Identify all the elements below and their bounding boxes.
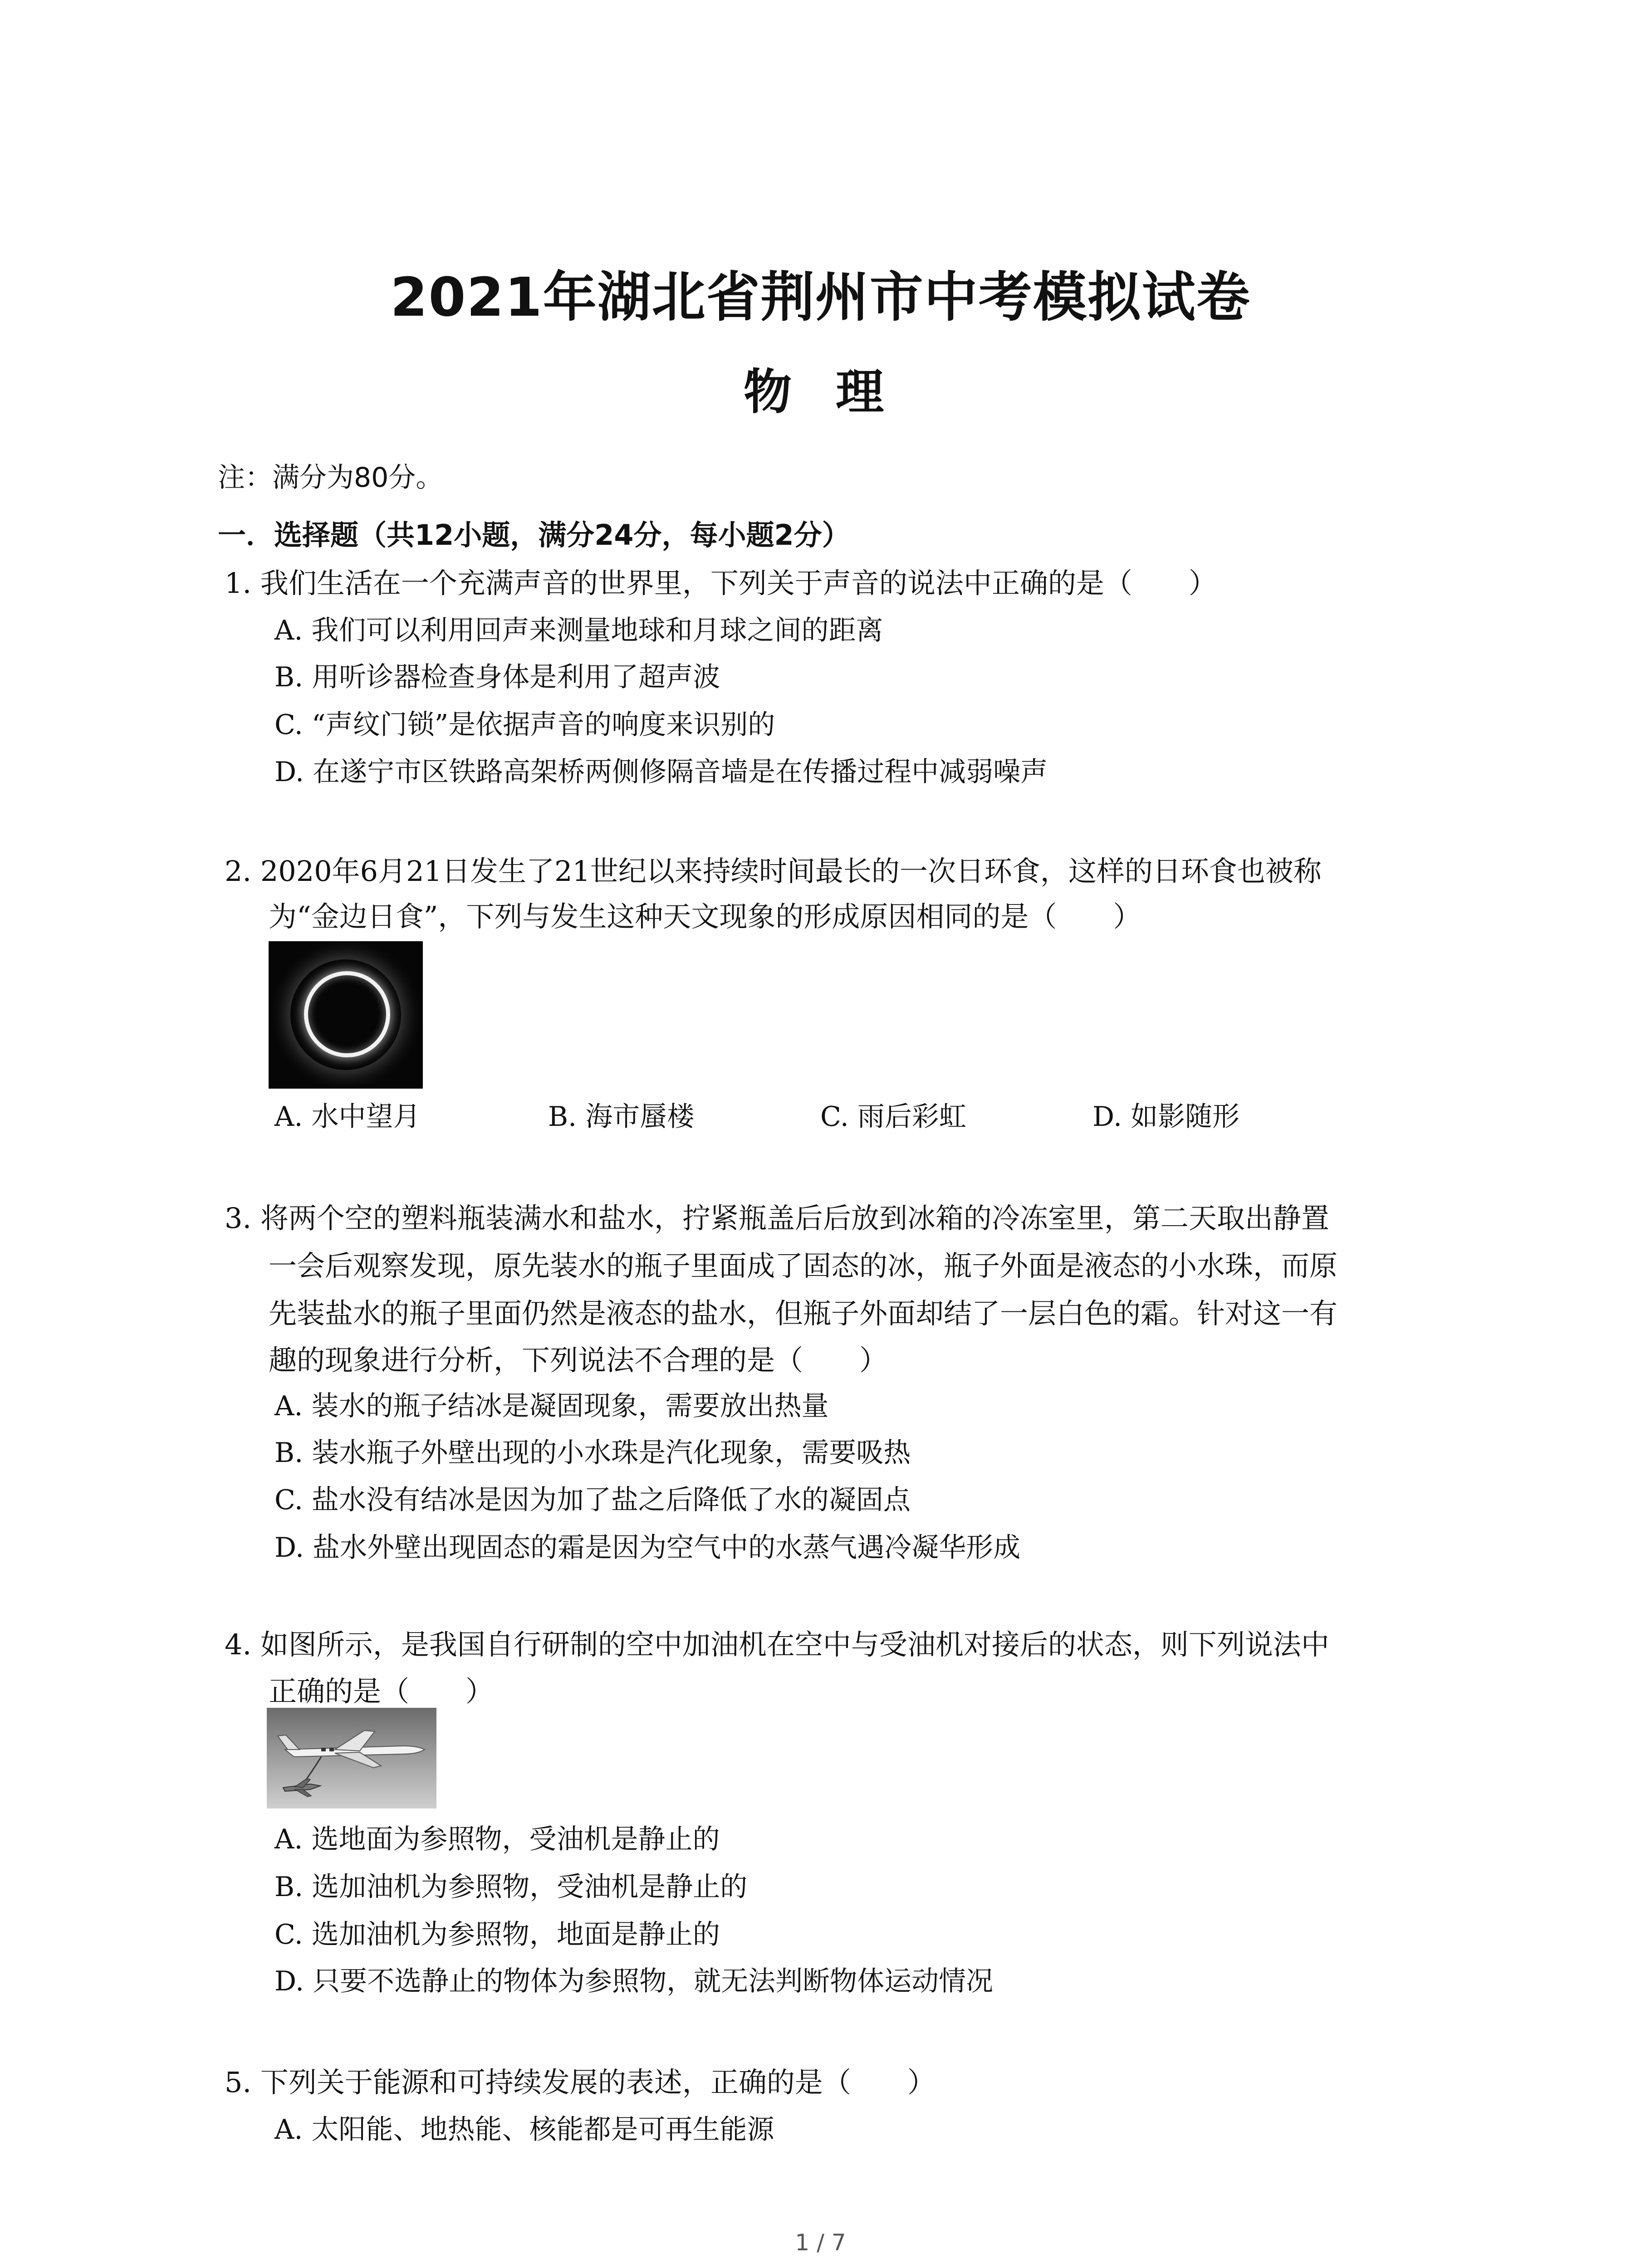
question-4-option-a: A. 选地面为参照物，受油机是静止的 xyxy=(274,1823,720,1855)
question-2-option-a: A. 水中望月 xyxy=(274,1101,421,1133)
aerial-refueling-image xyxy=(267,1708,436,1809)
question-5-option-a: A. 太阳能、地热能、核能都是可再生能源 xyxy=(274,2114,774,2146)
exam-title: 2021年湖北省荆州市中考模拟试卷 xyxy=(390,266,1251,328)
question-3-option-d: D. 盐水外壁出现固态的霜是因为空气中的水蒸气遇冷凝华形成 xyxy=(274,1532,1021,1564)
question-3-option-a: A. 装水的瓶子结冰是凝固现象，需要放出热量 xyxy=(274,1390,829,1422)
eclipse-ring xyxy=(304,971,390,1057)
question-4-stem-line-1: 4. 如图所示，是我国自行研制的空中加油机在空中与受油机对接后的状态，则下列说法中 xyxy=(225,1628,1329,1661)
question-2-stem-line-1: 2. 2020年6月21日发生了21世纪以来持续时间最长的一次日环食，这样的日环食也被称 xyxy=(225,855,1322,888)
question-2-option-b: B. 海市蜃楼 xyxy=(548,1101,695,1133)
question-4-option-d: D. 只要不选静止的物体为参照物，就无法判断物体运动情况 xyxy=(274,1965,994,1997)
question-4-stem-line-2: 正确的是（ ） xyxy=(269,1675,494,1708)
question-1-option-a: A. 我们可以利用回声来测量地球和月球之间的距离 xyxy=(274,615,883,646)
question-4-option-c: C. 选加油机为参照物，地面是静止的 xyxy=(274,1919,720,1950)
question-5-stem: 5. 下列关于能源和可持续发展的表述，正确的是（ ） xyxy=(225,2066,936,2099)
question-3-option-c: C. 盐水没有结冰是因为加了盐之后降低了水的凝固点 xyxy=(274,1484,911,1516)
question-3-stem-line-3: 先装盐水的瓶子里面仍然是液态的盐水，但瓶子外面却结了一层白色的霜。针对这一有 xyxy=(269,1297,1338,1330)
question-3-option-b: B. 装水瓶子外壁出现的小水珠是汽化现象，需要吸热 xyxy=(274,1437,911,1469)
question-3-stem-line-2: 一会后观察发现，原先装水的瓶子里面成了固态的冰，瓶子外面是液态的小水珠，而原 xyxy=(269,1249,1338,1282)
question-1-option-c: C. “声纹门锁”是依据声音的响度来识别的 xyxy=(274,709,775,741)
refueling-aircraft-illustration xyxy=(267,1708,436,1809)
question-2-option-d: D. 如影随形 xyxy=(1092,1101,1240,1133)
question-1-stem: 1. 我们生活在一个充满声音的世界里，下列关于声音的说法中正确的是（ ） xyxy=(225,567,1217,600)
solar-eclipse-image xyxy=(269,941,423,1089)
question-2-stem-line-2: 为“金边日食”，下列与发生这种天文现象的形成原因相同的是（ ） xyxy=(269,900,1141,933)
page-number: 1 / 7 xyxy=(795,2229,846,2256)
question-3-stem-line-4: 趣的现象进行分析，下列说法不合理的是（ ） xyxy=(269,1344,888,1377)
section-title: 一．选择题（共12小题，满分24分，每小题2分） xyxy=(218,518,850,552)
score-note: 注：满分为80分。 xyxy=(218,462,443,494)
question-1-option-b: B. 用听诊器检查身体是利用了超声波 xyxy=(274,661,720,693)
question-4-option-b: B. 选加油机为参照物，受油机是静止的 xyxy=(274,1871,748,1903)
question-2-option-c: C. 雨后彩虹 xyxy=(820,1101,966,1133)
question-1-option-d: D. 在遂宁市区铁路高架桥两侧修隔音墙是在传播过程中减弱噪声 xyxy=(274,756,1048,788)
subject-heading: 物 理 xyxy=(744,364,897,420)
question-3-stem-line-1: 3. 将两个空的塑料瓶装满水和盐水，拧紧瓶盖后后放到冰箱的冷冻室里，第二天取出静置 xyxy=(225,1202,1329,1235)
